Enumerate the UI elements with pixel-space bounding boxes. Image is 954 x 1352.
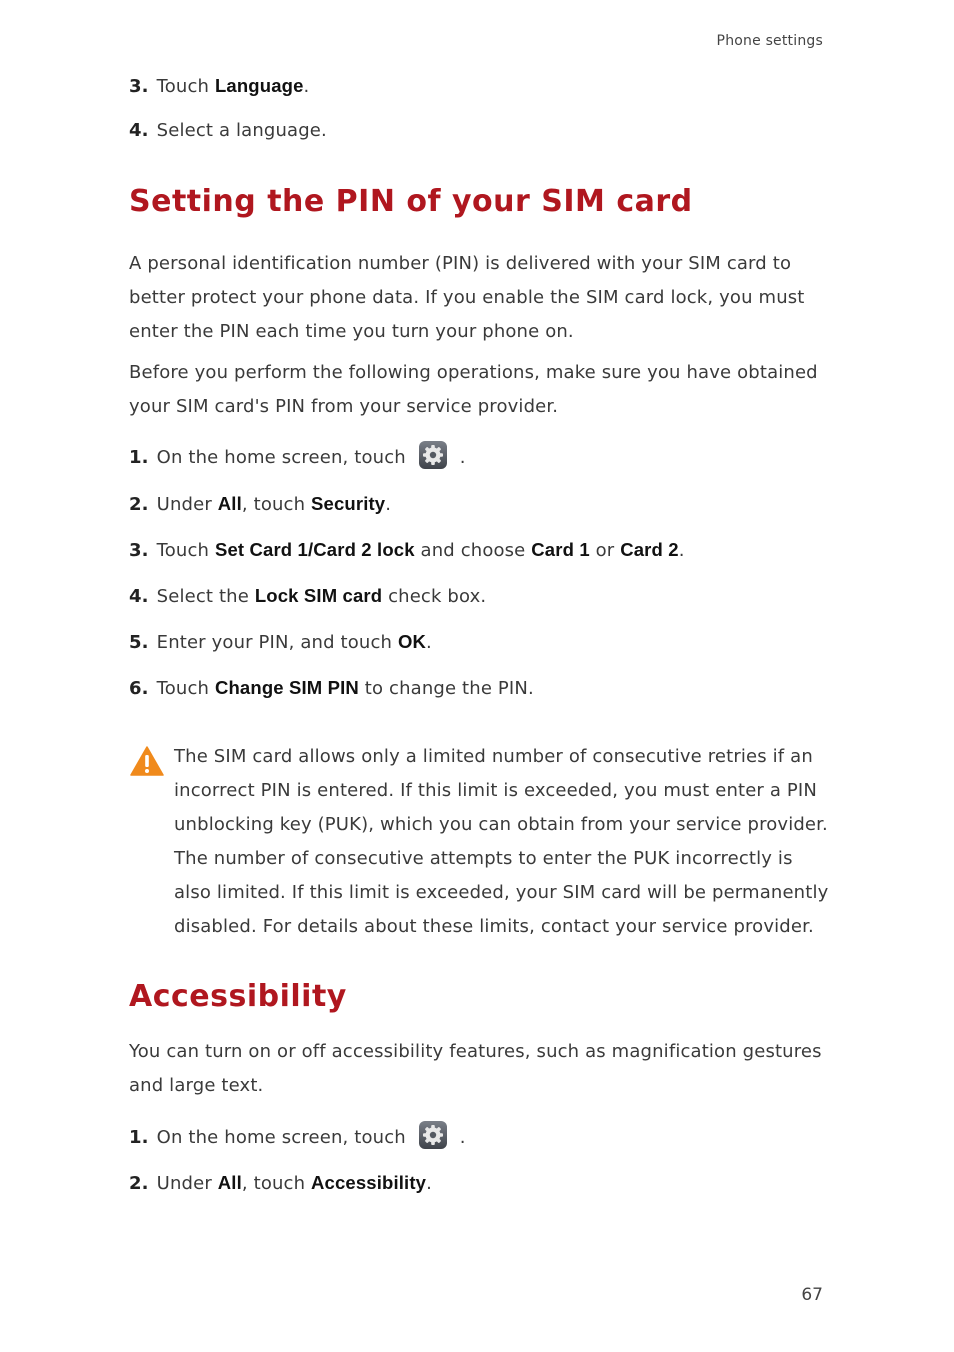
accessibility-step-2: 2. Under All, touch Accessibility.: [129, 1172, 432, 1194]
accessibility-step-1: 1. On the home screen, touch .: [129, 1126, 466, 1150]
pin-step-1: 1. On the home screen, touch .: [129, 446, 466, 470]
settings-gear-icon: [418, 440, 448, 470]
pin-prereq-paragraph: Before you perform the following operations, make sure you have obtained your SIM card's PIN from your service provider.: [129, 362, 818, 417]
running-header: Phone settings: [716, 33, 823, 49]
pin-step-2: 2. Under All, touch Security.: [129, 493, 392, 515]
section-title-pin: Setting the PIN of your SIM card: [129, 184, 693, 219]
pin-step-5: 5. Enter your PIN, and touch OK.: [129, 631, 432, 653]
pin-step-4: 4. Select the Lock SIM card check box.: [129, 585, 487, 607]
settings-gear-icon: [418, 1120, 448, 1150]
section-title-accessibility: Accessibility: [129, 979, 347, 1014]
pin-step-3: 3. Touch Set Card 1/Card 2 lock and choose Card 1 or Card 2.: [129, 539, 685, 561]
accessibility-intro-paragraph: You can turn on or off accessibility features, such as magnification gestures and large text.: [129, 1041, 822, 1096]
step-3-language: 3. Touch Language.: [129, 75, 310, 97]
warning-icon: [130, 746, 164, 776]
pin-intro-paragraph: A personal identification number (PIN) is delivered with your SIM card to better protect your phone data. If you enable the SIM card lock, you must enter the PIN each time you turn your phone on.: [129, 253, 805, 342]
pin-step-6: 6. Touch Change SIM PIN to change the PIN.: [129, 677, 534, 699]
step-4-select-language: 4. Select a language.: [129, 120, 327, 141]
page-number: 67: [801, 1285, 823, 1305]
pin-warning-note: The SIM card allows only a limited number of consecutive retries if an incorrect PIN is entered. If this limit is exceeded, you must enter a PIN unblocking key (PUK), which you can obtain from your service provider. The number of consecutive attempts to enter the PUK incorrectly is also limited. If this limit is exceeded, your SIM card will be permanently disabled. For details about these limits, contact your service provider.: [174, 746, 829, 937]
